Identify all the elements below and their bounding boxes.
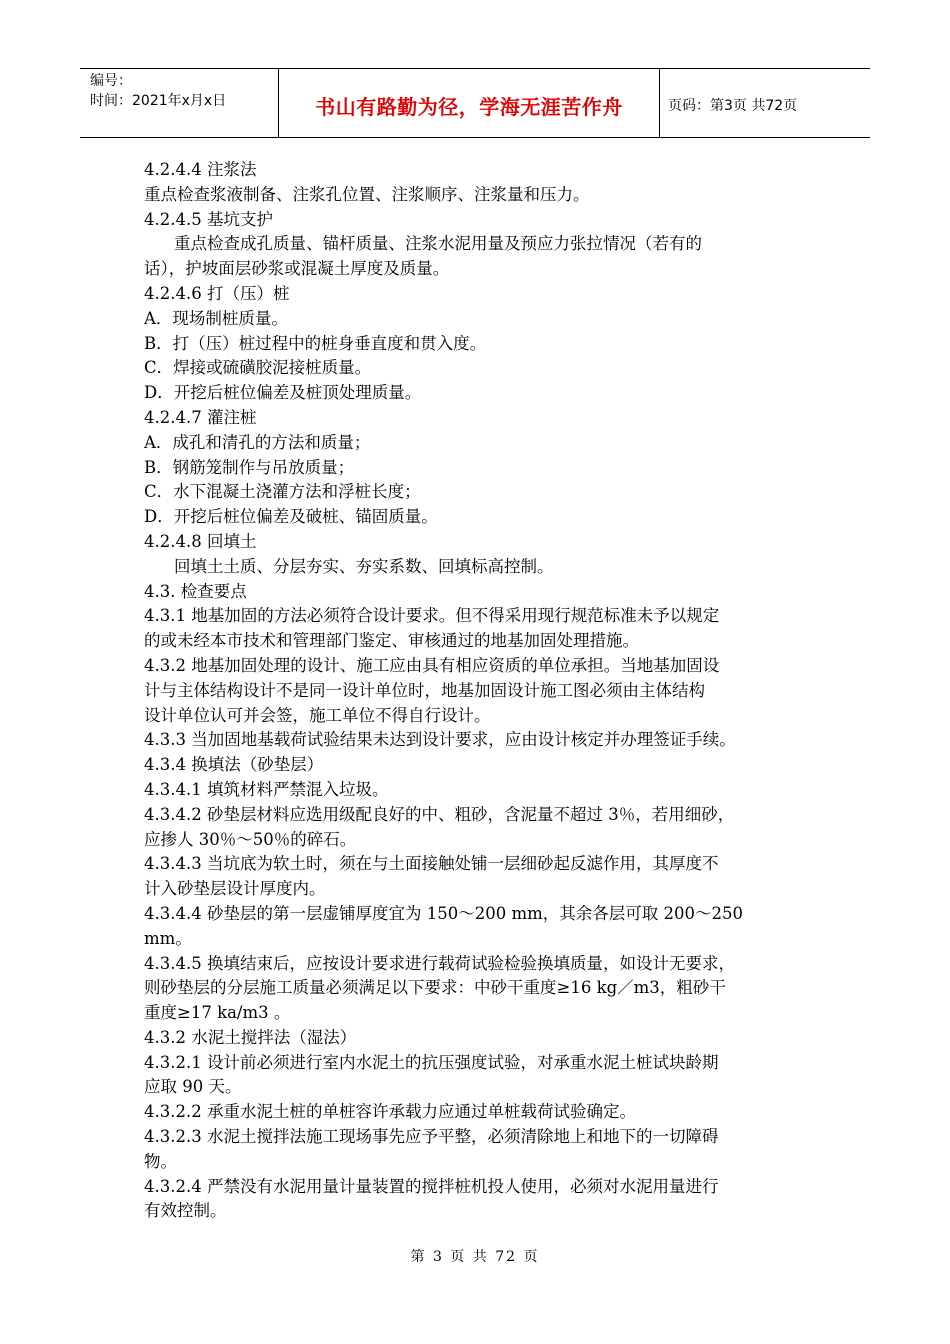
text-line: 4.3.4.5 换填结束后，应按设计要求进行载荷试验检验换填质量，如设计无要求，	[144, 953, 735, 973]
text-line: 应掺人 30％～50％的碎石。	[144, 829, 357, 849]
text-line: 4.3.4.3 当坑底为软土时，须在与土面接触处铺一层细砂起反滤作用，其厚度不	[144, 854, 719, 874]
text-line: 4.3.2 水泥土搅拌法（湿法）	[144, 1027, 357, 1047]
text-line: 4.3.2.2 承重水泥土桩的单桩容许承载力应通过单桩载荷试验确定。	[144, 1102, 636, 1122]
text-line: C．水下混凝土浇灌方法和浮桩长度；	[144, 482, 421, 502]
text-line: 重点检查浆液制备、注浆孔位置、注浆顺序、注浆量和压力。	[144, 184, 590, 204]
text-line: 4.2.4.7 灌注桩	[144, 407, 257, 427]
text-line: D．开挖后桩位偏差及破桩、锚固质量。	[144, 507, 438, 527]
document-date: 时间：2021年x月x日	[90, 93, 227, 109]
page-footer: 第 3 页 共 72 页	[410, 1249, 540, 1265]
text-line: 4.2.4.4 注浆法	[144, 160, 257, 179]
text-line: 4.3.4.4 砂垫层的第一层虚铺厚度宜为 150～200 mm，其余各层可取 200～250	[144, 903, 743, 923]
text-line: 4.3.2.4 严禁没有水泥用量计量装置的搅拌桩机投人使用，必须对水泥用量进行	[144, 1176, 719, 1196]
text-line: 应取 90 天。	[144, 1077, 242, 1097]
document-body	[144, 158, 814, 1224]
text-line: 4.3.1 地基加固的方法必须符合设计要求。但不得采用现行规范标准未予以规定	[144, 606, 720, 626]
text-line: 4.3.4.2 砂垫层材料应选用级配良好的中、粗砂，含泥量不超过 3％，若用细砂，	[144, 804, 735, 824]
text-line: 4.3.2.1 设计前必须进行室内水泥土的抗压强度试验，对承重水泥土桩试块龄期	[144, 1052, 719, 1072]
document-number-label: 编号：	[90, 73, 132, 89]
text-line: 重度≥17 ka/m3 。	[144, 1003, 291, 1023]
text-line: 4.2.4.8 回填土	[144, 531, 257, 551]
text-line: 的或未经本市技术和管理部门鉴定、审核通过的地基加固处理措施。	[144, 631, 639, 651]
text-line: 计入砂垫层设计厚度内。	[144, 879, 326, 899]
text-line: 4.2.4.6 打（压）桩	[144, 283, 290, 303]
text-line: mm。	[144, 928, 192, 948]
text-line: 则砂垫层的分层施工质量必须满足以下要求：中砂干重度≥16 kg／m3，粗砂干	[144, 978, 726, 998]
header-page-info: 页码：第3页 共72页	[668, 98, 798, 114]
text-line: 话），护坡面层砂浆或混凝土厚度及质量。	[144, 259, 450, 279]
text-line: 4.3.4.1 填筑材料严禁混入垃圾。	[144, 779, 389, 799]
text-line: 重点检查成孔质量、锚杆质量、注浆水泥用量及预应力张拉情况（若有的	[174, 234, 702, 254]
text-line: 4.3.2 地基加固处理的设计、施工应由具有相应资质的单位承担。当地基加固设	[144, 655, 720, 675]
text-line: A．成孔和清孔的方法和质量；	[144, 432, 371, 452]
header-motto-cell	[279, 69, 660, 137]
page-header	[80, 68, 870, 138]
text-line: B．打（压）桩过程中的桩身垂直度和贯入度。	[144, 333, 487, 353]
text-line: A．现场制桩质量。	[144, 308, 288, 328]
text-line: 4.3.4 换填法（砂垫层）	[144, 755, 324, 775]
text-line: 4.3.3 当加固地基载荷试验结果未达到设计要求，应由设计核定并办理签证手续。	[144, 730, 736, 750]
text-line: 计与主体结构设计不是同一设计单位时，地基加固设计施工图必须由主体结构	[144, 680, 705, 700]
text-line: 4.2.4.5 基坑支护	[144, 209, 273, 229]
text-line: 4.3. 检查要点	[144, 581, 247, 601]
text-line: C．焊接或硫磺胶泥接桩质量。	[144, 358, 372, 378]
text-line: D．开挖后桩位偏差及桩顶处理质量。	[144, 383, 422, 403]
text-line: 有效控制。	[144, 1201, 227, 1221]
header-motto: 书山有路勤为径，学海无涯苦作舟	[315, 95, 623, 119]
text-line: B．钢筋笼制作与吊放质量；	[144, 457, 355, 477]
text-line: 物。	[144, 1151, 177, 1171]
text-line: 回填土土质、分层夯实、夯实系数、回填标高控制。	[174, 556, 554, 576]
text-line: 设计单位认可并会签，施工单位不得自行设计。	[144, 705, 491, 725]
header-meta-cell	[80, 69, 279, 137]
header-page-cell	[660, 69, 870, 137]
text-line: 4.3.2.3 水泥土搅拌法施工现场事先应予平整，必须清除地上和地下的一切障碍	[144, 1127, 719, 1147]
